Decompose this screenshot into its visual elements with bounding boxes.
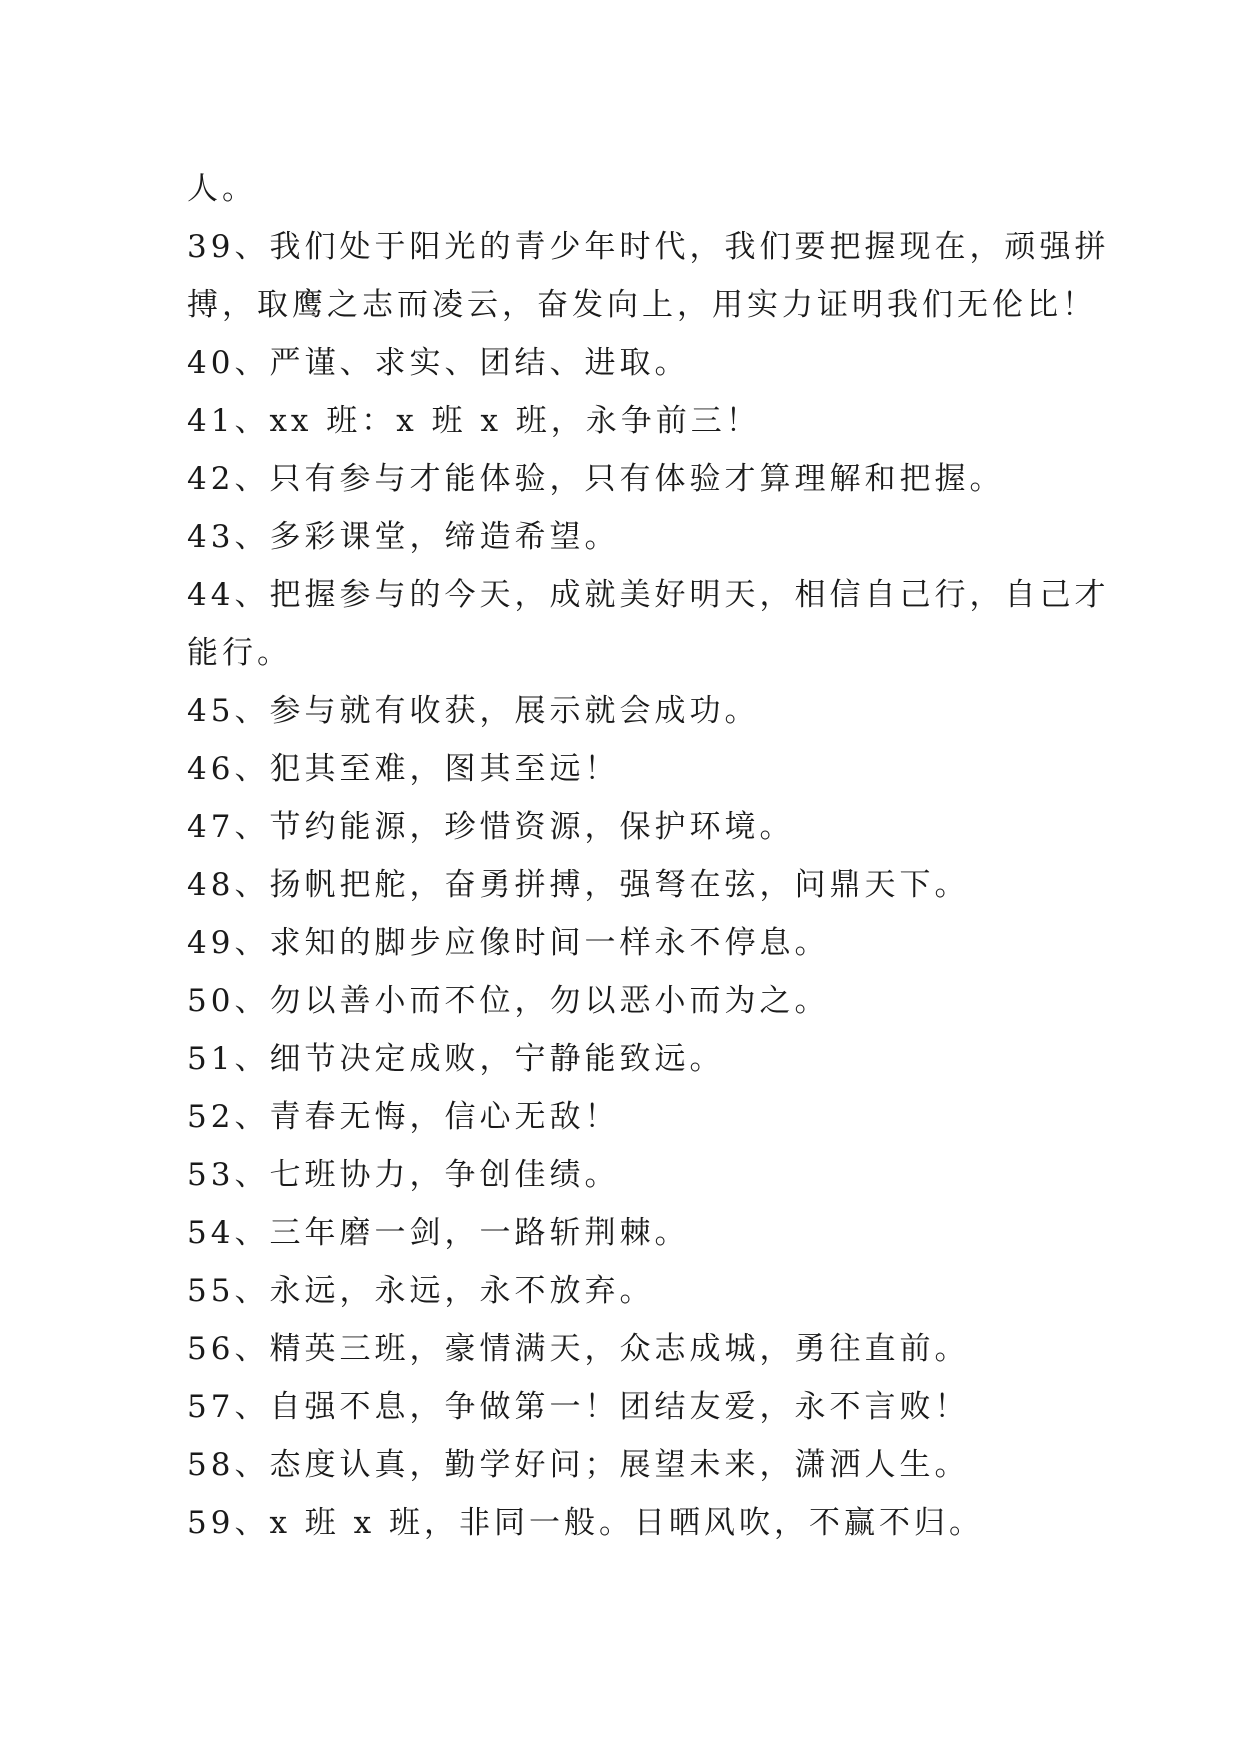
text-line: 57、自强不息，争做第一！团结友爱，永不言败！ [187, 1389, 970, 1425]
text-line: 58、态度认真，勤学好问；展望未来，潇洒人生。 [187, 1447, 970, 1483]
text-line: 40、严谨、求实、团结、进取。 [187, 345, 690, 381]
text-line: 48、扬帆把舵，奋勇拼搏，强弩在弦，问鼎天下。 [187, 867, 970, 903]
text-line: 42、只有参与才能体验，只有体验才算理解和把握。 [187, 461, 1005, 497]
document-body [187, 160, 1110, 1552]
text-line: 43、多彩课堂，缔造希望。 [187, 519, 620, 555]
text-line: 46、犯其至难，图其至远！ [187, 751, 620, 787]
text-line: 搏，取鹰之志而凌云，奋发向上，用实力证明我们无伦比！ [187, 287, 1097, 323]
text-line: 50、勿以善小而不位，勿以恶小而为之。 [187, 983, 830, 1019]
text-line: 47、节约能源，珍惜资源，保护环境。 [187, 809, 795, 845]
text-line: 53、七班协力，争创佳绩。 [187, 1157, 620, 1193]
text-line: 55、永远，永远，永不放弃。 [187, 1273, 655, 1309]
text-line: 51、细节决定成败，宁静能致远。 [187, 1041, 725, 1077]
text-line: 44、把握参与的今天，成就美好明天，相信自己行，自己才 [187, 577, 1110, 613]
text-line: 49、求知的脚步应像时间一样永不停息。 [187, 925, 830, 961]
text-line: 56、精英三班，豪情满天，众志成城，勇往直前。 [187, 1331, 970, 1367]
text-line: 39、我们处于阳光的青少年时代，我们要把握现在，顽强拼 [187, 229, 1110, 265]
text-line: 54、三年磨一剑，一路斩荆棘。 [187, 1215, 690, 1251]
text-line: 人。 [187, 171, 257, 207]
text-line: 41、xx 班：x 班 x 班，永争前三！ [187, 403, 761, 439]
text-line: 59、x 班 x 班，非同一般。日晒风吹，不赢不归。 [187, 1505, 984, 1541]
text-line: 能行。 [187, 635, 292, 671]
text-line: 52、青春无悔，信心无敌！ [187, 1099, 620, 1135]
text-line: 45、参与就有收获，展示就会成功。 [187, 693, 760, 729]
